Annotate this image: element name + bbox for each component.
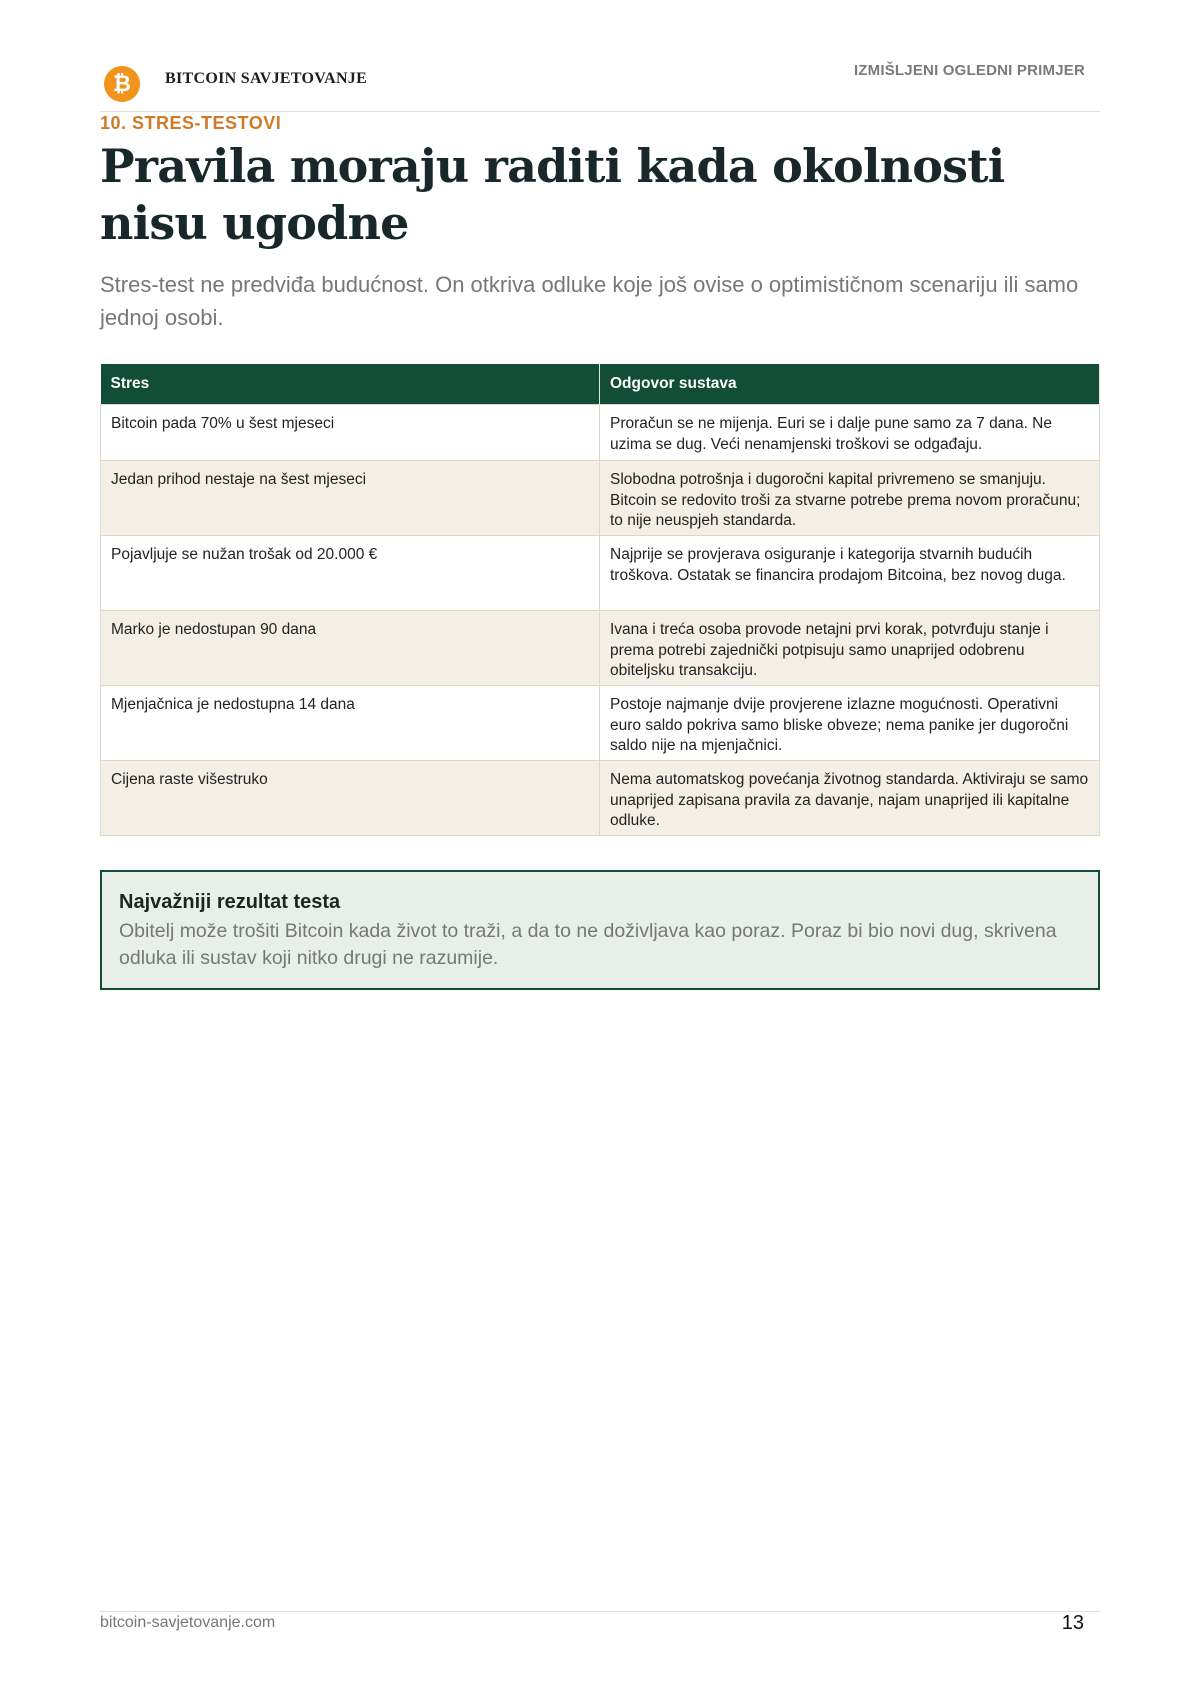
footer-url: bitcoin-savjetovanje.com	[100, 1614, 276, 1631]
response-cell: Slobodna potrošnja i dugoročni kapital privremeno se smanjuju. Bitcoin se redovito troši za stvarne potrebe prema novom proračunu; to nije neuspjeh standarda.	[600, 461, 1100, 536]
response-cell: Ivana i treća osoba provode netajni prvi korak, potvrđuju stanje i prema potrebi zajednički potpisuju samo unaprijed odobrenu obiteljsku transakciju.	[600, 611, 1100, 686]
table-header-row	[101, 364, 1100, 405]
response-cell: Proračun se ne mijenja. Euri se i dalje pune samo za 7 dana. Ne uzima se dug. Veći nenamjenski troškovi se odgađaju.	[600, 405, 1100, 461]
header-divider	[100, 111, 1100, 112]
stress-cell: Cijena raste višestruko	[101, 761, 600, 836]
table-row	[101, 405, 1100, 461]
table-row	[101, 536, 1100, 611]
callout-text: Obitelj može trošiti Bitcoin kada život to traži, a da to ne doživljava kao poraz. Poraz bi bio novi dug, skrivena odluka ili sustav koji nitko drugi ne razumije.	[119, 920, 1057, 969]
section-label: 10. STRES-TESTOVI	[100, 113, 282, 133]
page-header	[100, 62, 1100, 112]
lead-paragraph: Stres-test ne predviđa budućnost. On otkriva odluke koje još ovise o optimističnom scenariju ili samo jednoj osobi.	[100, 272, 1079, 330]
response-cell: Postoje najmanje dvije provjerene izlazne mogućnosti. Operativni euro saldo pokriva samo bliske obveze; nema panike jer dugoročni saldo nije na mjenjačnici.	[600, 686, 1100, 761]
stress-cell: Marko je nedostupan 90 dana	[101, 611, 600, 686]
callout-title: Najvažniji rezultat testa	[119, 891, 341, 913]
page-number: 13	[1061, 1612, 1084, 1634]
example-tag: IZMIŠLJENI OGLEDNI PRIMJER	[853, 62, 1085, 79]
stress-cell: Jedan prihod nestaje na šest mjeseci	[101, 461, 600, 536]
table-row	[101, 686, 1100, 761]
response-cell: Najprije se provjerava osiguranje i kategorija stvarnih budućih troškova. Ostatak se financira prodajom Bitcoina, bez novog duga.	[600, 536, 1100, 611]
response-cell: Nema automatskog povećanja životnog standarda. Aktiviraju se samo unaprijed zapisana pravila za davanje, najam unaprijed ili kapitalne odluke.	[600, 761, 1100, 836]
footer-divider	[100, 1611, 1100, 1612]
page-title: Pravila moraju raditi kada okolnosti nisu ugodne	[100, 139, 1005, 250]
stress-cell: Bitcoin pada 70% u šest mjeseci	[101, 405, 600, 461]
stress-cell: Pojavljuje se nužan trošak od 20.000 €	[101, 536, 600, 611]
column-header-stress: Stres	[101, 364, 600, 405]
table-row	[101, 611, 1100, 686]
table-row	[101, 761, 1100, 836]
brand-name: BITCOIN SAVJETOVANJE	[165, 70, 368, 87]
bitcoin-logo-icon: ₿	[104, 66, 140, 102]
stress-cell: Mjenjačnica je nedostupna 14 dana	[101, 686, 600, 761]
stress-test-table	[100, 364, 1100, 836]
table-row	[101, 461, 1100, 536]
key-result-callout	[100, 870, 1100, 990]
column-header-response: Odgovor sustava	[600, 364, 1100, 405]
